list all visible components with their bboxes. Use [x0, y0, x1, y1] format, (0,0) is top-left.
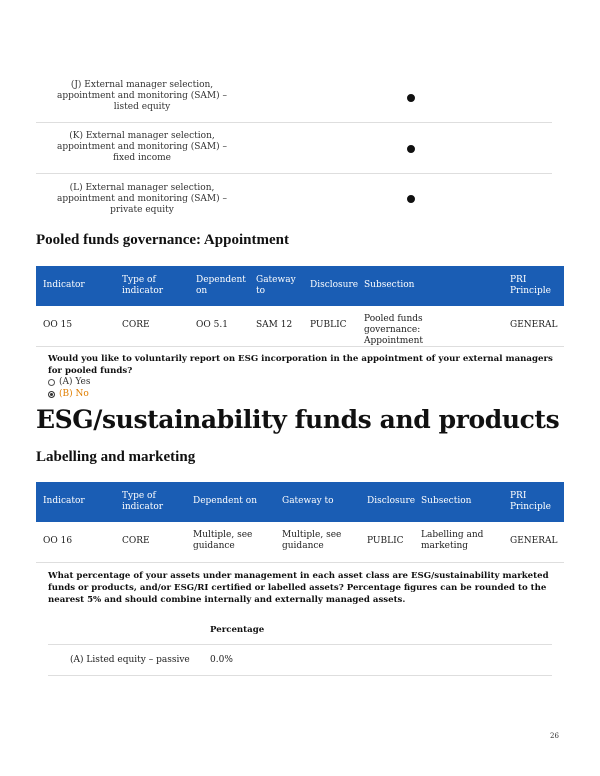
- radio-selected-icon[interactable]: [48, 391, 55, 398]
- cell-subsection: Labelling and marketing: [421, 530, 484, 551]
- page-number: 26: [550, 732, 559, 740]
- selected-radio-icon[interactable]: [407, 145, 415, 153]
- option-label: (B) No: [59, 389, 89, 399]
- esg-question: What percentage of your assets under management in each asset class are ESG/sustainability marketed funds or products, and/or ESG/RI certified or labelled assets? Percentage figures can be rounded to the nearest 5% and should combine internally and externally managed assets.: [48, 571, 549, 605]
- strategy-row: [36, 183, 552, 225]
- cell-dependent: Multiple, see guidance: [193, 530, 253, 551]
- header-type: Type of indicator: [122, 275, 164, 296]
- cell-principle: GENERAL: [510, 536, 558, 546]
- table-header: [36, 482, 564, 522]
- cell-indicator: OO 16: [43, 536, 73, 546]
- header-disclosure: Disclosure: [310, 280, 359, 290]
- pooled-question: Would you like to voluntarily report on ESG incorporation in the appointment of your external managers for pooled funds?: [48, 354, 553, 376]
- cell-type: CORE: [122, 320, 150, 330]
- option-no[interactable]: [48, 389, 89, 399]
- table-row: [36, 306, 564, 347]
- strategy-label: (L) External manager selection, appointment and monitoring (SAM) – private equity: [56, 183, 228, 215]
- cell-indicator: OO 15: [43, 320, 73, 330]
- table-row: [36, 522, 564, 563]
- header-subsection: Subsection: [364, 280, 415, 290]
- strategy-label: (K) External manager selection, appointment and monitoring (SAM) – fixed income: [56, 131, 228, 163]
- cell-principle: GENERAL: [510, 320, 558, 330]
- cell-disclosure: PUBLIC: [310, 320, 347, 330]
- selected-radio-icon[interactable]: [407, 94, 415, 102]
- labelling-heading: Labelling and marketing: [36, 449, 196, 465]
- header-gateway: Gateway to: [282, 496, 334, 506]
- cell-disclosure: PUBLIC: [367, 536, 404, 546]
- cell-dependent: OO 5.1: [196, 320, 228, 330]
- table-row: [48, 644, 552, 676]
- strategy-row: [36, 131, 552, 174]
- header-principle: PRI Principle: [510, 491, 551, 512]
- header-indicator: Indicator: [43, 280, 85, 290]
- header-subsection: Subsection: [421, 496, 472, 506]
- strategy-label: (J) External manager selection, appointment and monitoring (SAM) – listed equity: [56, 80, 228, 112]
- percentage-header: Percentage: [210, 625, 265, 635]
- pooled-indicator-table: [36, 266, 564, 347]
- cell-gateway: Multiple, see guidance: [282, 530, 342, 551]
- radio-unselected-icon[interactable]: [48, 379, 55, 386]
- percentage-value[interactable]: 0.0%: [210, 655, 233, 665]
- header-dependent: Dependent on: [196, 275, 246, 296]
- cell-type: CORE: [122, 536, 150, 546]
- header-gateway: Gateway to: [256, 275, 296, 296]
- header-indicator: Indicator: [43, 496, 85, 506]
- header-principle: PRI Principle: [510, 275, 551, 296]
- cell-subsection: Pooled funds governance: Appointment: [364, 314, 424, 346]
- option-label: (A) Yes: [59, 377, 91, 387]
- cell-gateway: SAM 12: [256, 320, 293, 330]
- header-type: Type of indicator: [122, 491, 164, 512]
- strategy-row: [36, 80, 552, 123]
- esg-title: ESG/sustainability funds and products: [36, 405, 560, 434]
- selected-radio-icon[interactable]: [407, 195, 415, 203]
- option-yes[interactable]: [48, 377, 91, 387]
- header-disclosure: Disclosure: [367, 496, 416, 506]
- header-dependent: Dependent on: [193, 496, 258, 506]
- pooled-heading: Pooled funds governance: Appointment: [36, 232, 289, 248]
- table-header: [36, 266, 564, 306]
- asset-class-label: (A) Listed equity – passive: [70, 655, 190, 665]
- esg-indicator-table: [36, 482, 564, 563]
